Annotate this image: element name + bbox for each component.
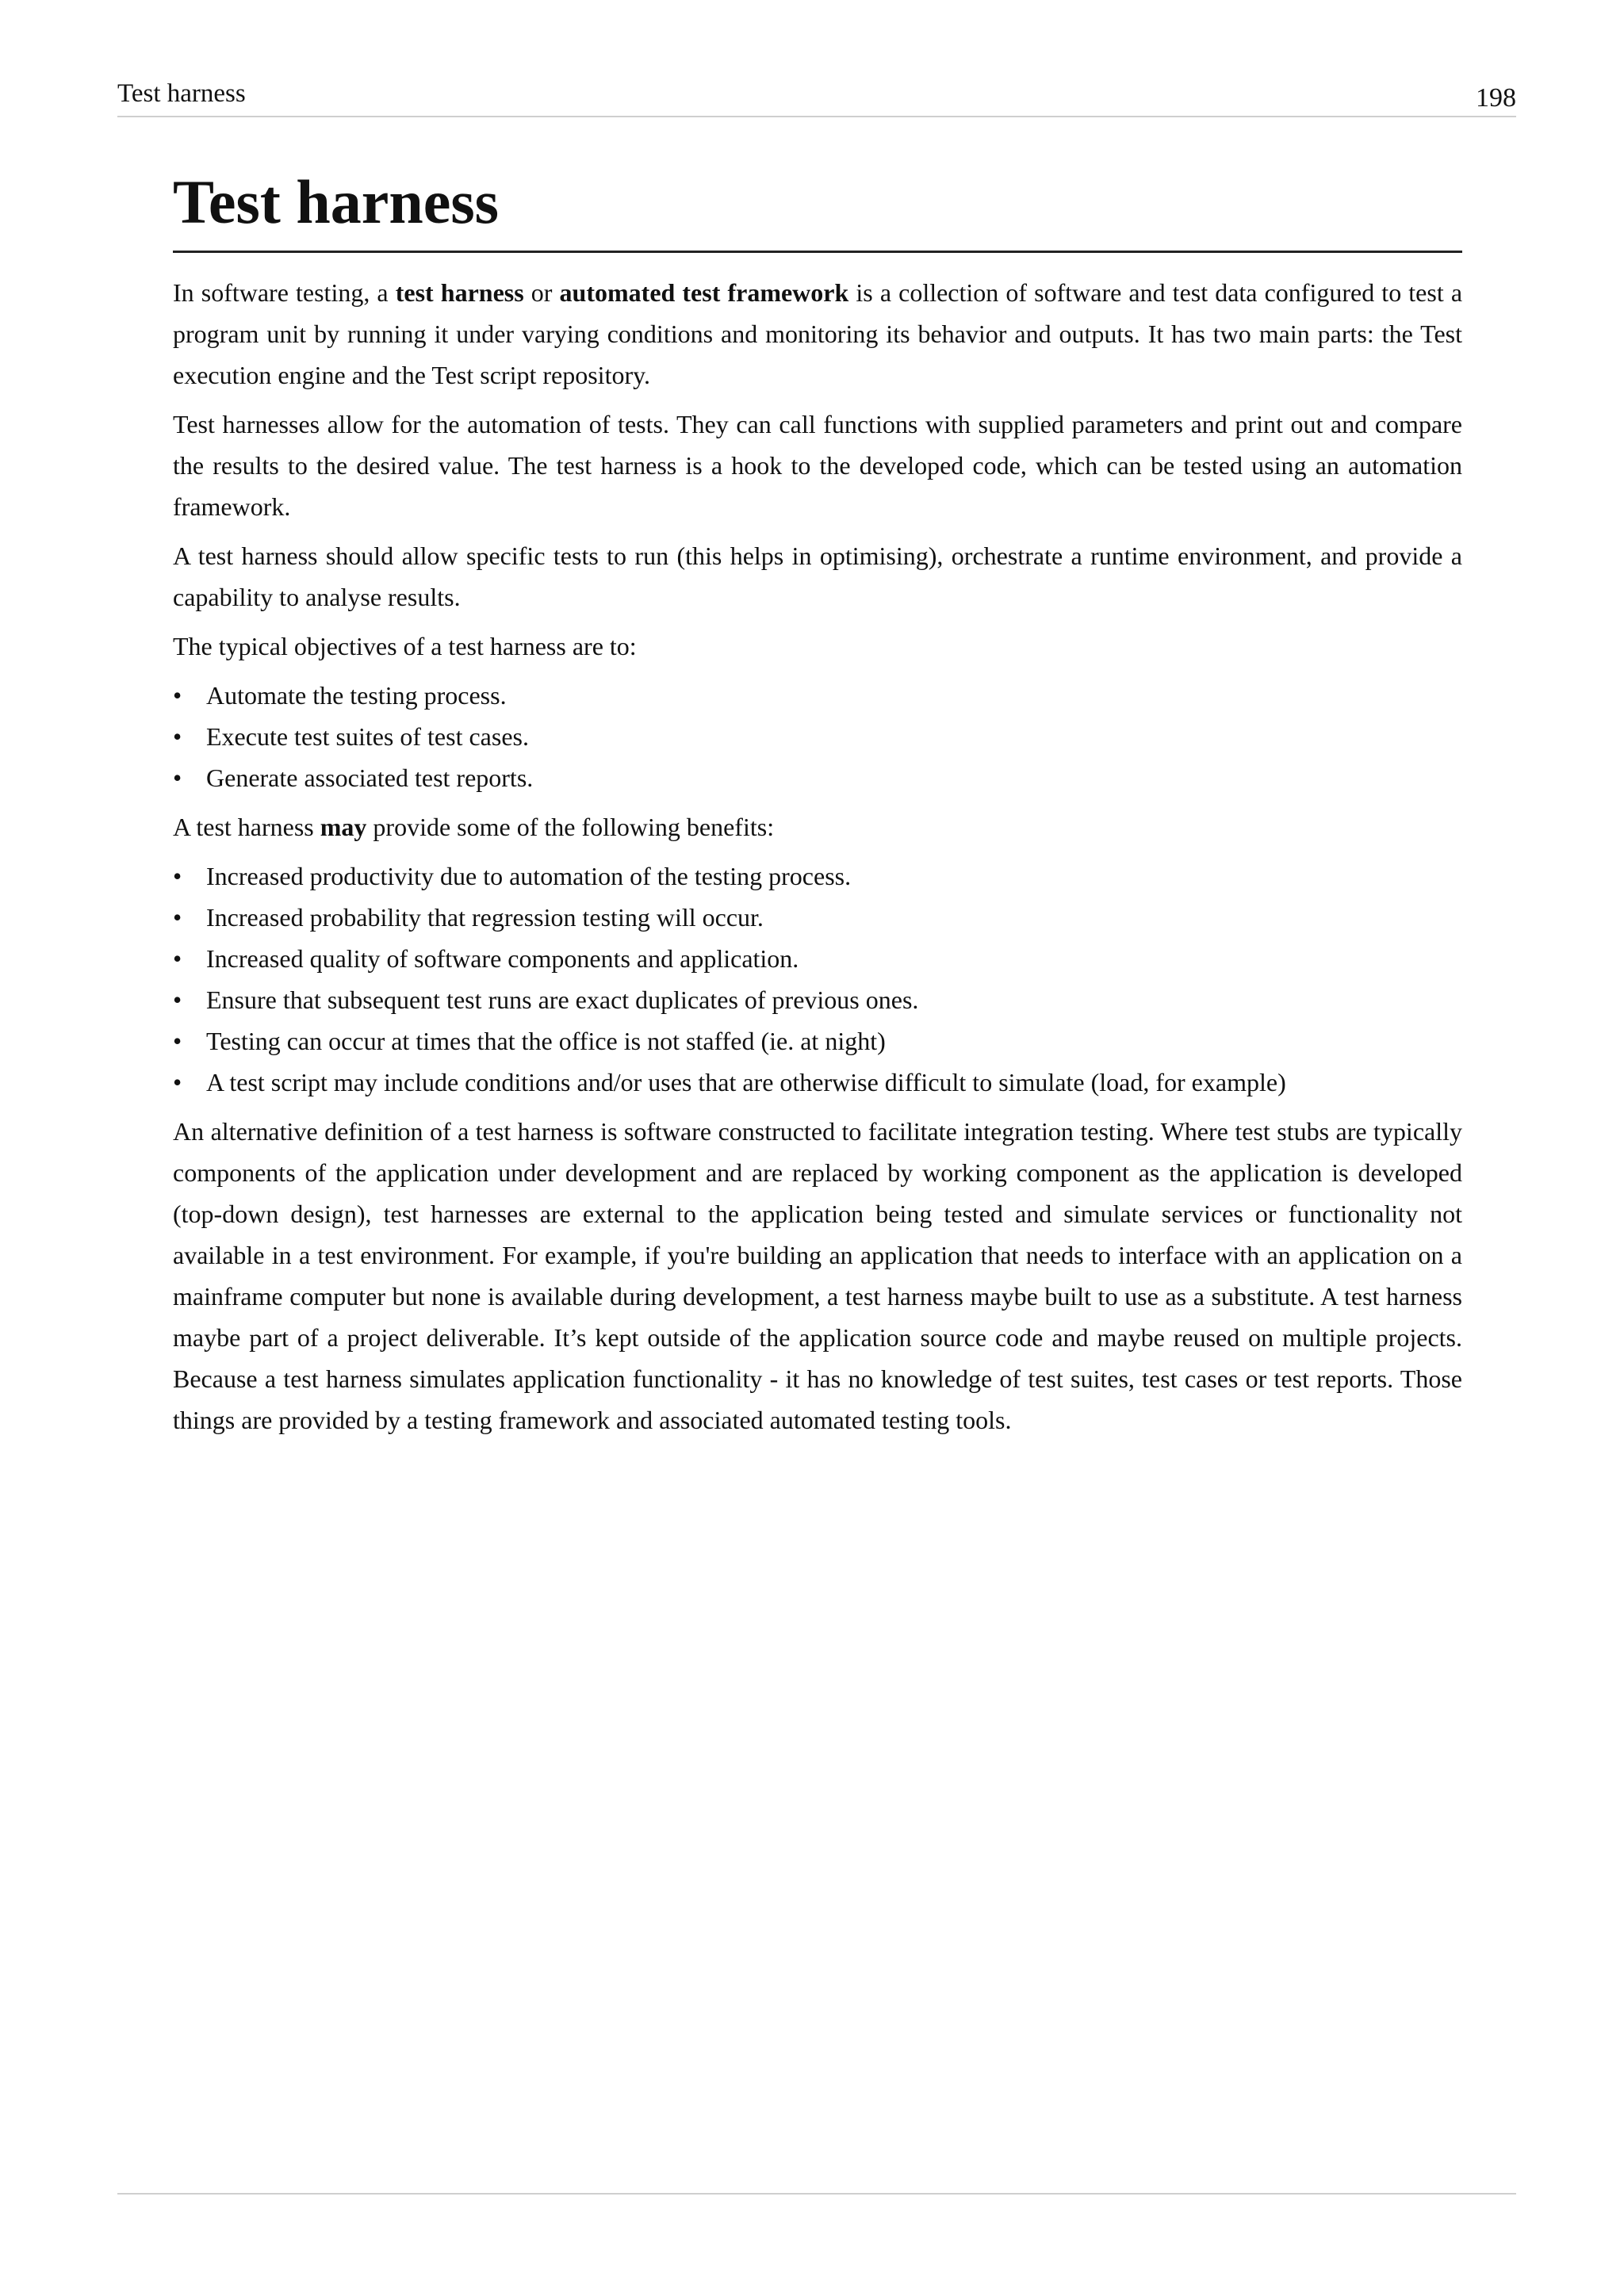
list-item-text: Increased productivity due to automation of the testing process. — [206, 862, 852, 890]
list-item — [173, 757, 1462, 798]
page-number: 198 — [1476, 83, 1516, 113]
list-item-text: Increased quality of software components and application. — [206, 944, 799, 973]
list-item — [173, 855, 1462, 897]
list-item — [173, 716, 1462, 757]
term-may: may — [320, 813, 367, 841]
bullet-icon: • — [173, 1068, 182, 1096]
list-item-text: A test script may include conditions and/or uses that are otherwise difficult to simulate (load, for example) — [206, 1068, 1286, 1096]
list-item-text: Testing can occur at times that the office is not staffed (ie. at night) — [206, 1027, 886, 1055]
bullet-icon: • — [173, 944, 182, 973]
intro-text-2: or — [523, 278, 560, 307]
bullet-icon: • — [173, 763, 182, 792]
intro-text-1: In software testing, a — [173, 278, 396, 307]
list-item — [173, 1020, 1462, 1062]
list-item-text: Ensure that subsequent test runs are exact duplicates of previous ones. — [206, 985, 919, 1014]
article-body — [173, 159, 1462, 1441]
running-title: Test harness — [117, 79, 246, 108]
list-item — [173, 938, 1462, 979]
article-title: Test harness — [173, 159, 1462, 253]
paragraph-alternative-definition: An alternative definition of a test harness is software constructed to facilitate integration testing. Where test stubs are typically components of the application under development and are replaced by working component as the application is developed (top-down design), test harnesses are external to the application being tested and simulate services or functionality not available in a test environment. For example, if you're building an application that needs to interface with an application on a mainframe computer but none is available during development, a test harness maybe built to use as a substitute. A test harness maybe part of a project deliverable. It’s kept outside of the application source code and maybe reused on multiple projects. Because a test harness simulates application functionality - it has no knowledge of test suites, test cases or test reports. Those things are provided by a testing framework and associated automated testing tools. — [173, 1117, 1462, 1434]
term-test-harness: test harness — [395, 278, 524, 307]
benefits-intro-text-1: A test harness — [173, 813, 320, 841]
paragraph-benefits-intro — [173, 806, 1462, 848]
paragraph-capabilities: A test harness should allow specific tests to run (this helps in optimising), orchestrate a runtime environment, and provide a capability to analyse results. — [173, 541, 1462, 611]
benefits-intro-text-2: provide some of the following benefits: — [366, 813, 775, 841]
bullet-icon: • — [173, 681, 182, 710]
bullet-icon: • — [173, 862, 182, 890]
paragraph-automation: Test harnesses allow for the automation of tests. They can call functions with supplied parameters and print out and compare the results to the desired value. The test harness is a hook to the developed code, which can be tested using an automation framework. — [173, 410, 1462, 521]
paragraph-objectives-intro: The typical objectives of a test harness are to: — [173, 632, 637, 660]
running-header — [117, 76, 1516, 117]
intro-text-3: is a collection of software and test data configured to test a program unit by running it under varying conditions and monitoring its behavior and outputs. It has two main parts: the Test execution engine and the Test script repository. — [173, 278, 1463, 389]
list-item — [173, 1062, 1462, 1103]
bullet-icon: • — [173, 722, 182, 751]
footer-rule — [117, 2193, 1516, 2195]
objectives-list — [173, 675, 1462, 798]
list-item-text: Execute test suites of test cases. — [206, 722, 529, 751]
bullet-icon: • — [173, 985, 182, 1014]
bullet-icon: • — [173, 903, 182, 932]
list-item-text: Automate the testing process. — [206, 681, 507, 710]
list-item-text: Increased probability that regression testing will occur. — [206, 903, 764, 932]
bullet-icon: • — [173, 1027, 182, 1055]
term-automated-test-framework: automated test framework — [559, 278, 849, 307]
list-item — [173, 979, 1462, 1020]
list-item-text: Generate associated test reports. — [206, 763, 534, 792]
intro-paragraph — [173, 272, 1462, 396]
list-item — [173, 675, 1462, 716]
list-item — [173, 897, 1462, 938]
benefits-list — [173, 855, 1462, 1103]
